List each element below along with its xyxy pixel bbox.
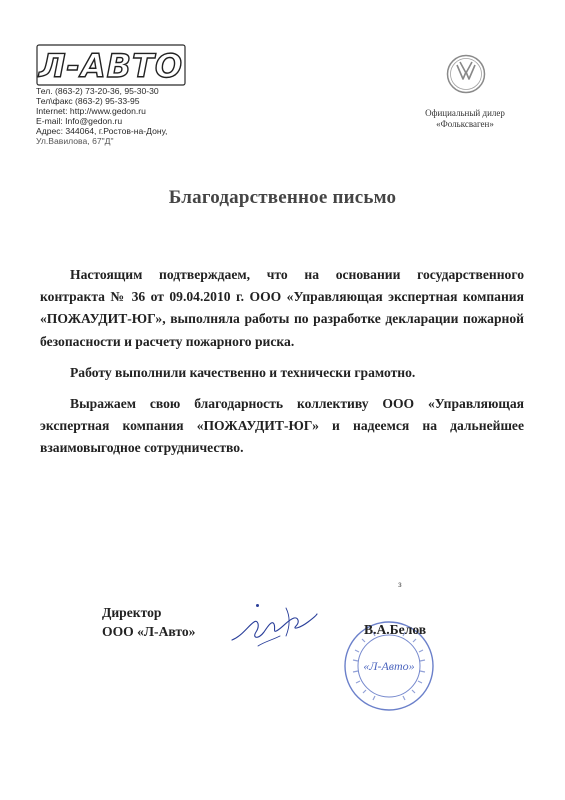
paragraph-confirmation: Настоящим подтверждаем, что на основании государственного контракта № 36 от 09.04.2010 г. ООО «Управляющая экспертная компания «ПОЖАУДИТ-ЮГ», выполняла работы по разработке декларации пожарной безопасности и расчету пожарного риска. [40,267,524,349]
signatory-position: Директор [102,605,162,620]
contact-street: Ул.Вавилова, 67"Д" [36,136,114,147]
contact-website[interactable]: Internet: http://www.gedon.ru [36,106,146,117]
signatory-name: В.А.Белов [364,622,427,637]
contact-fax: Тел\факс (863-2) 95-33-95 [36,96,140,107]
dealer-line1: Официальный дилер [425,108,505,118]
contact-phone: Тел. (863-2) 73-20-36, 95-30-30 [36,86,159,96]
dealer-caption [400,108,530,130]
paragraph-quality: Работу выполнили качественно и технически грамотно. [70,364,416,380]
signatory-block [102,603,195,641]
volkswagen-logo-icon [446,54,486,94]
margin-mark: з [398,580,402,589]
contact-email[interactable]: E-mail: Info@gedon.ru [36,116,123,127]
paragraph-gratitude: Выражаем свою благодарность коллективу ООО «Управляющая экспертная компания «ПОЖАУДИТ-ЮГ» и надеемся на дальнейшее взаимовыгодное сотрудничество. [40,396,524,456]
dealer-line2: «Фольксваген» [436,119,494,129]
company-logo [36,44,186,86]
handwritten-signature [228,596,318,651]
stamp-center-text: «Л-Авто» [363,659,415,673]
signatory-organization: ООО «Л-Авто» [102,624,196,639]
contact-address: Адрес: 344064, г.Ростов-на-Дону, [36,126,168,137]
svg-text:Л-АВТО: Л-АВТО [38,47,184,85]
contact-block [36,86,256,147]
document-title: Благодарственное письмо [168,187,397,208]
letter-body [40,264,524,469]
